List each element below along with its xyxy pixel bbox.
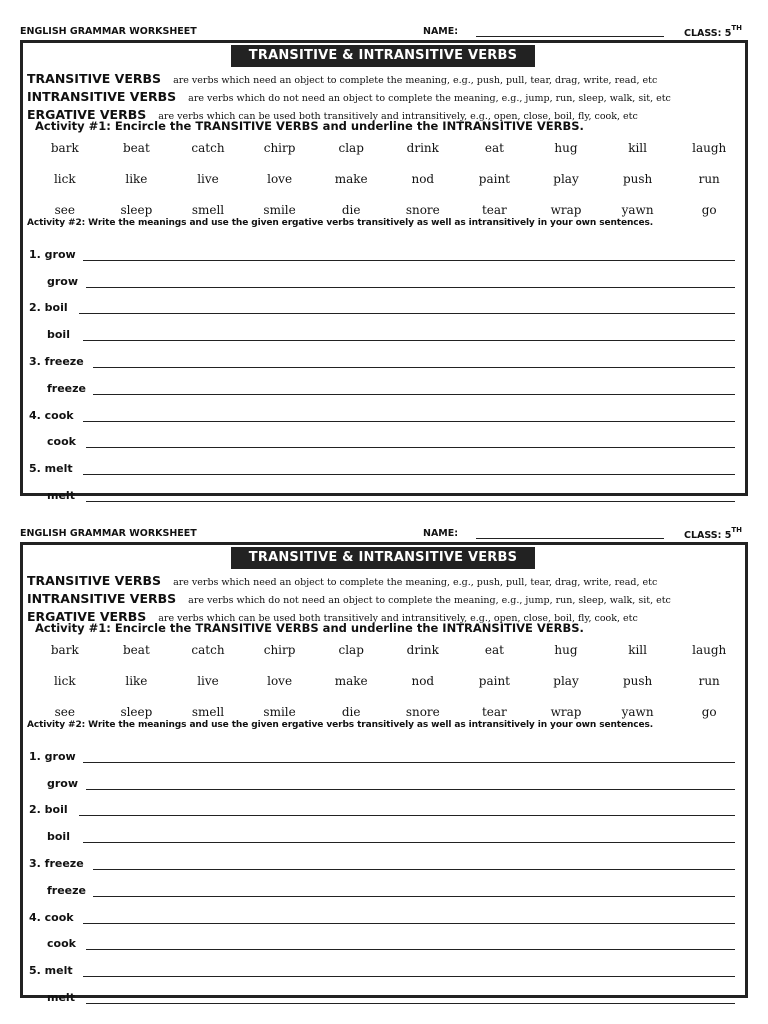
writing-line[interactable]	[83, 340, 735, 341]
word-row	[29, 137, 745, 168]
definition-desc: are verbs which need an object to complete the meaning, e.g., push, pull, tear, drag, write, read, etc	[173, 75, 658, 86]
name-label: NAME:	[423, 26, 459, 37]
verb-word[interactable]: smell	[191, 705, 225, 719]
verb-word[interactable]: paint	[478, 172, 510, 186]
verb-word[interactable]: go	[701, 203, 717, 217]
writing-line[interactable]	[79, 815, 735, 816]
verb-word[interactable]: go	[701, 705, 717, 719]
verb-word[interactable]: clap	[338, 141, 364, 155]
verb-word[interactable]: die	[341, 203, 361, 217]
verb-word[interactable]: see	[54, 203, 75, 217]
answer-line	[29, 342, 735, 369]
answer-line	[29, 951, 735, 978]
verb-word[interactable]: eat	[484, 643, 504, 657]
answer-line	[29, 791, 735, 818]
verb-word[interactable]: push	[622, 172, 653, 186]
writing-line[interactable]	[86, 447, 735, 448]
writing-line[interactable]	[83, 976, 735, 977]
verb-word[interactable]: kill	[628, 643, 647, 657]
verb-word[interactable]: smile	[263, 705, 296, 719]
verb-word[interactable]: yawn	[621, 705, 654, 719]
verb-word[interactable]: beat	[123, 141, 150, 155]
verb-word[interactable]: run	[698, 674, 720, 688]
answer-line	[29, 262, 735, 289]
answer-label: 4. cook	[29, 408, 74, 422]
writing-line[interactable]	[86, 949, 735, 950]
class-label: CLASS: 5TH	[684, 526, 742, 542]
answer-line	[29, 315, 735, 342]
answer-line	[29, 396, 735, 423]
definition-term: INTRANSITIVE VERBS	[27, 89, 177, 104]
verb-word[interactable]: play	[553, 172, 579, 186]
verb-word[interactable]: drink	[406, 643, 439, 657]
verb-word[interactable]: make	[334, 172, 368, 186]
writing-line[interactable]	[83, 842, 735, 843]
answer-line	[29, 844, 735, 871]
definition-transitive	[27, 68, 657, 86]
name-field-line[interactable]	[476, 538, 664, 539]
worksheet-frame	[20, 542, 748, 1004]
name-label: NAME:	[423, 528, 459, 539]
answer-label: melt	[47, 488, 75, 502]
verb-word-grid	[29, 137, 745, 230]
activity-1-instruction: Activity #1: Encircle the TRANSITIVE VERBS and underline the INTRANSITIVE VERBS.	[35, 119, 584, 133]
answer-label: 3. freeze	[29, 856, 84, 870]
activity-1-instruction: Activity #1: Encircle the TRANSITIVE VERBS and underline the INTRANSITIVE VERBS.	[35, 621, 584, 635]
writing-line[interactable]	[83, 923, 735, 924]
verb-word[interactable]: lick	[53, 674, 76, 688]
answer-line	[29, 898, 735, 925]
definition-intransitive	[27, 86, 671, 104]
writing-line[interactable]	[83, 762, 735, 763]
verb-word[interactable]: sleep	[120, 705, 153, 719]
verb-word[interactable]: tear	[481, 203, 507, 217]
verb-word[interactable]: lick	[53, 172, 76, 186]
worksheet-title: TRANSITIVE & INTRANSITIVE VERBS	[231, 45, 535, 67]
answer-line	[29, 764, 735, 791]
verb-word[interactable]: wrap	[550, 705, 582, 719]
definition-desc: are verbs which do not need an object to complete the meaning, e.g., jump, run, sleep, walk, sit, etc	[188, 93, 671, 104]
definition-desc: are verbs which do not need an object to complete the meaning, e.g., jump, run, sleep, walk, sit, etc	[188, 595, 671, 606]
worksheet-frame	[20, 40, 748, 502]
verb-word[interactable]: love	[267, 172, 293, 186]
answer-lines	[29, 737, 735, 1005]
answer-line	[29, 289, 735, 316]
answer-label: freeze	[47, 381, 86, 395]
answer-line	[29, 235, 735, 262]
verb-word[interactable]: like	[125, 172, 148, 186]
writing-line[interactable]	[86, 789, 735, 790]
answer-line	[29, 449, 735, 476]
answer-label: melt	[47, 990, 75, 1004]
verb-word[interactable]: see	[54, 705, 75, 719]
verb-word[interactable]: laugh	[692, 141, 727, 155]
worksheet-header	[20, 22, 748, 40]
verb-word-grid	[29, 639, 745, 732]
class-label: CLASS: 5TH	[684, 24, 742, 40]
verb-word[interactable]: snore	[405, 203, 440, 217]
word-row	[29, 670, 745, 701]
writing-line[interactable]	[93, 896, 735, 897]
verb-word[interactable]: drink	[406, 141, 439, 155]
verb-word[interactable]: chirp	[263, 141, 296, 155]
verb-word[interactable]: make	[334, 674, 368, 688]
definition-term: ERGATIVE VERBS	[27, 609, 147, 624]
verb-word[interactable]: clap	[338, 643, 364, 657]
verb-word[interactable]: smile	[263, 203, 296, 217]
definition-desc: are verbs which can be used both transitively and intransitively, e.g., open, close, boil, fly, cook, etc	[158, 111, 638, 122]
answer-line	[29, 369, 735, 396]
worksheet-label: ENGLISH GRAMMAR WORKSHEET	[20, 26, 197, 37]
definition-term: INTRANSITIVE VERBS	[27, 591, 177, 606]
definition-intransitive	[27, 588, 671, 606]
verb-word[interactable]: paint	[478, 674, 510, 688]
answer-label: grow	[47, 776, 79, 790]
answer-label: 4. cook	[29, 910, 74, 924]
verb-word[interactable]: yawn	[621, 203, 654, 217]
worksheet-header	[20, 524, 748, 542]
answer-label: boil	[47, 830, 70, 844]
writing-line[interactable]	[79, 313, 735, 314]
verb-word[interactable]: smell	[191, 203, 225, 217]
verb-word[interactable]: sleep	[120, 203, 153, 217]
verb-word[interactable]: live	[197, 674, 219, 688]
verb-word[interactable]: hug	[554, 141, 578, 155]
answer-line	[29, 925, 735, 952]
answer-lines	[29, 235, 735, 503]
answer-line	[29, 737, 735, 764]
verb-word[interactable]: run	[698, 172, 720, 186]
writing-line[interactable]	[83, 260, 735, 261]
verb-word[interactable]: bark	[50, 643, 79, 657]
verb-word[interactable]: laugh	[692, 643, 727, 657]
writing-line[interactable]	[86, 501, 735, 502]
worksheet-label: ENGLISH GRAMMAR WORKSHEET	[20, 528, 197, 539]
verb-word[interactable]: die	[341, 705, 361, 719]
writing-line[interactable]	[86, 1003, 735, 1004]
verb-word[interactable]: push	[622, 674, 653, 688]
answer-label: 5. melt	[29, 462, 73, 476]
writing-line[interactable]	[83, 421, 735, 422]
definition-term: ERGATIVE VERBS	[27, 107, 147, 122]
verb-word[interactable]: catch	[191, 643, 225, 657]
answer-label: 3. freeze	[29, 354, 84, 368]
answer-label: grow	[47, 274, 79, 288]
verb-word[interactable]: kill	[628, 141, 647, 155]
answer-label: boil	[47, 328, 70, 342]
worksheet-bottom	[0, 524, 768, 1004]
writing-line[interactable]	[93, 367, 735, 368]
answer-line	[29, 871, 735, 898]
answer-label: 1. grow	[29, 749, 76, 763]
answer-label: 5. melt	[29, 964, 73, 978]
word-row	[29, 639, 745, 670]
name-field-line[interactable]	[476, 36, 664, 37]
writing-line[interactable]	[93, 394, 735, 395]
definition-desc: are verbs which need an object to complete the meaning, e.g., push, pull, tear, drag, write, read, etc	[173, 577, 658, 588]
answer-label: cook	[47, 937, 76, 951]
definition-transitive	[27, 570, 657, 588]
writing-line[interactable]	[83, 474, 735, 475]
verb-word[interactable]: beat	[123, 643, 150, 657]
activity-2-instruction: Activity #2: Write the meanings and use the given ergative verbs transitively as well as intransitively in your own sentences.	[27, 720, 654, 730]
answer-label: freeze	[47, 883, 86, 897]
answer-line	[29, 978, 735, 1005]
verb-word[interactable]: eat	[484, 141, 504, 155]
answer-label: cook	[47, 435, 76, 449]
verb-word[interactable]: like	[125, 674, 148, 688]
answer-line	[29, 817, 735, 844]
verb-word[interactable]: play	[553, 674, 579, 688]
answer-line	[29, 476, 735, 503]
verb-word[interactable]: live	[197, 172, 219, 186]
answer-label: 1. grow	[29, 247, 76, 261]
definition-term: TRANSITIVE VERBS	[27, 573, 162, 588]
writing-line[interactable]	[93, 869, 735, 870]
verb-word[interactable]: bark	[50, 141, 79, 155]
answer-label: 2. boil	[29, 803, 68, 817]
answer-label: 2. boil	[29, 301, 68, 315]
worksheet-top	[0, 22, 768, 502]
verb-word[interactable]: love	[267, 674, 293, 688]
verb-word[interactable]: nod	[411, 674, 435, 688]
verb-word[interactable]: catch	[191, 141, 225, 155]
word-row	[29, 168, 745, 199]
definition-desc: are verbs which can be used both transitively and intransitively, e.g., open, close, boil, fly, cook, etc	[158, 613, 638, 624]
verb-word[interactable]: wrap	[550, 203, 582, 217]
activity-2-instruction: Activity #2: Write the meanings and use the given ergative verbs transitively as well as intransitively in your own sentences.	[27, 218, 654, 228]
definition-term: TRANSITIVE VERBS	[27, 71, 162, 86]
verb-word[interactable]: snore	[405, 705, 440, 719]
verb-word[interactable]: nod	[411, 172, 435, 186]
verb-word[interactable]: tear	[481, 705, 507, 719]
answer-line	[29, 423, 735, 450]
verb-word[interactable]: hug	[554, 643, 578, 657]
writing-line[interactable]	[86, 287, 735, 288]
verb-word[interactable]: chirp	[263, 643, 296, 657]
worksheet-title: TRANSITIVE & INTRANSITIVE VERBS	[231, 547, 535, 569]
